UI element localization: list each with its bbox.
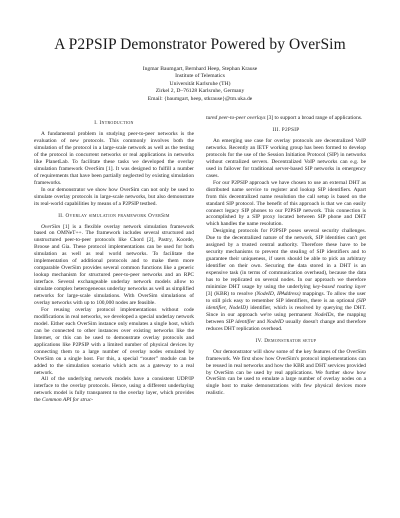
emph-text: NodeID — [266, 318, 284, 325]
emph-text: key-based routing layer — [312, 284, 366, 290]
emph-text: tured peer-to-peer overlays — [206, 115, 266, 122]
text-run: mappings. To allow the user to still pick easy to remember SIP identifiers, there is an optional — [206, 290, 366, 304]
text-run: usually doesn't change and therefore reduces DHT replication overhead. — [206, 318, 366, 332]
paragraph: In our demonstrator we show how OverSim can not only be used to simulate overlay protocols in large-scale networks, but also demonstrate its real-world capabilities by means of a P2PSIP testbed. — [34, 186, 194, 207]
author-university: Universität Karlsruhe (TH) — [169, 80, 231, 87]
section-heading-introduction: I. Introduction — [94, 120, 134, 127]
paragraph: An emerging use case for overlay protocols are decentralized VoIP networks. Recently an IETF working group has been formed to develop protocols for the use of the Session Initiation Protocol (SIP) in networks without centralized servers. Decentralized VoIP networks can e.g. be used in failover for traditional server-based SIP networks in emergency cases. — [206, 137, 366, 179]
emph-text: NodeIDs — [314, 311, 334, 318]
two-column-body — [34, 115, 366, 404]
paragraph — [206, 115, 366, 122]
text-run: identifier, which is resolved by querying the DHT. Since in our approach we're using permanent — [206, 304, 366, 318]
right-column — [206, 115, 366, 404]
section-heading-p2psip: III. P2PSIP — [272, 126, 300, 133]
paragraph: For reusing overlay protocol implementations without code modifications in real networks, we developed a special underlay network model. Either each OverSim instance only emulates a single host, which can be connected to other instances over existing networks like the Internet, or this can be used to demonstrate overlay protocols and applications like P2PSIP with a limited number of physical devices by connecting them to a large number of overlay nodes emulated by OverSim on a single host. For this, a special “router” module can be added to the simulation scenario which acts as a gateway to a real network. — [34, 306, 194, 376]
section-heading-oversim: II. Overlay simulation framework OverSim — [58, 212, 170, 219]
emph-text: (NodeID, IPAddress) — [254, 290, 301, 297]
text-run: [3] (KBR) to resolve — [206, 290, 255, 297]
paragraph — [34, 224, 194, 307]
paragraph — [34, 376, 194, 404]
paragraph — [206, 228, 366, 332]
left-column — [34, 115, 194, 404]
text-run: [1] is a flexible overlay network simulation framework based on OMNeT++. The framework includes several structured and unstructured peer-to-peer protocols like Chord [2], Pastry, Koorde, Broose and Gia. These protocol implementations can be used for both simulation as well as real world networks. To facilitate the implementation of additional protocols and to make them more comparable OverSim provides several common functions like a generic lookup mechanism for structured peer-to-peer networks and an RPC interface. Several exchangeable underlay network models allow to simulate complex heterogeneous underlay networks as well as simplified networks for large-scale simulations. With OverSim simulations of overlay networks with up to 100,000 nodes are feasible. — [34, 223, 194, 306]
paragraph: For our P2PSIP approach we have chosen to use an external DHT as distributed name service to register and lookup SIP identifiers. Apart from this decentralized name resolution the call setup is based on the standard SIP protocol. The benefit of this approach is that we can easily connect legacy SIP phones to our P2PSIP network. This connection is accomplished by a SIP proxy located between SIP phone and DHT which handles the name resolution. — [206, 179, 366, 228]
paper-title: A P2PSIP Demonstrator Powered by OverSim — [54, 36, 346, 53]
section-heading-demonstrator: IV. Demonstrator setup — [255, 337, 317, 344]
paragraph: A fundamental problem in studying peer-to-peer networks is the evaluation of new protocols. This commonly involves both the simulation of the protocol in a large-scale network as well as the testing of the protocol in concurrent networks or real applications in networks like PlanetLab. To facilitate these tasks we developed the overlay simulation framework OverSim [1]. It was designed to fulfill a number of requirements that have been partially neglected by existing simulation frameworks. — [34, 131, 194, 186]
author-address: Zirkel 2, D–76128 Karlsruhe, Germany — [155, 88, 245, 95]
text-run: All of the underlying network models have a consistent UDP/IP interface to the overlay protocols. Hence, using a different underlaying network model is fully transparent to the overlay layer, which provides the — [34, 376, 194, 404]
author-block — [34, 66, 366, 103]
paragraph: Our demonstrator will show some of the key features of the OverSim framework. We first show how OverSim's protocol implementations can be reused in real networks and how the KBR and DHT services provided by OverSim can be used by real applications. We further show how OverSim can be used to emulate a large number of overlay nodes on a single host to make demonstrations with few physical devices more realistic. — [206, 348, 366, 397]
text-run: Designing protocols for P2PSIP poses several security challenges. Due to the decentralized nature of the network, SIP identities can't get assigned by a trusted central authority. Therefore these have to be security mechanisms to prevent the stealing of SIP identifiers and to guarantee their uniqueness, if users should be able to pick an arbitrary identifier on their own. Securing the data stored in a DHT is an expensive task (in terms of communication overhead), because the data has to be replicated on several nodes. In our approach we therefore minimize DHT usage by using the underlying — [206, 228, 366, 290]
emph-text: SIP identifier — [225, 318, 256, 325]
emph-text: Common API for struc- — [42, 397, 94, 404]
text-run: and — [255, 318, 267, 325]
emph-text: OverSim — [41, 223, 61, 230]
author-email: Email: {baumgart, heep, stkrause}@tm.uka.de — [147, 95, 253, 102]
author-names: Ingmar Baumgart, Bernhard Heep, Stephan Krause — [142, 66, 258, 72]
text-run: , the mapping between — [206, 311, 367, 325]
author-institute: Institute of Telematics — [175, 73, 225, 80]
text-run: [3] to support a broad range of applications. — [265, 115, 363, 122]
emph-text: (SIP identifier, NodeID) — [206, 297, 366, 311]
